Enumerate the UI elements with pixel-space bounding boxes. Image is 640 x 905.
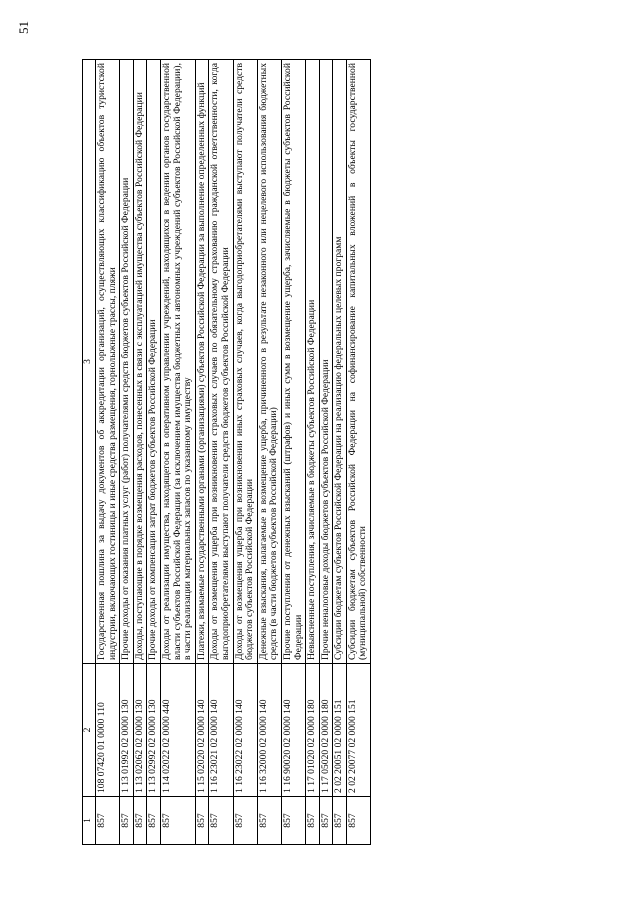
budget-code-cell: 1 16 23022 02 0000 140 [233, 664, 257, 797]
budget-code-cell: 1 15 02020 02 0000 140 [195, 664, 209, 797]
table-row [306, 60, 320, 845]
admin-code-cell: 857 [147, 797, 161, 845]
admin-code-cell: 857 [319, 797, 333, 845]
admin-code-cell: 857 [281, 797, 305, 845]
admin-code-cell: 857 [346, 797, 370, 845]
budget-code-cell: 1 14 02022 02 0000 440 [160, 664, 195, 797]
table-row [319, 60, 333, 845]
table-row [209, 60, 233, 845]
table-row [195, 60, 209, 845]
revenue-name-cell: Прочие доходы от оказания платных услуг (работ) получателями средств бюджетов субъектов Российской Федерации [120, 60, 134, 664]
column-header-3: 3 [83, 60, 96, 664]
revenue-name-cell: Денежные взыскания, налагаемые в возмещение ущерба, причиненного в результате незаконного или нецелевого использования бюджетных средств (в части бюджетов субъектов Российской Федерации) [257, 60, 281, 664]
revenue-name-cell: Доходы от реализации имущества, находящегося в оперативном управлении учреждений, находящихся в ведении органов государственной власти субъектов Российской Федерации (за исключением имущества бюджетных и автономных учреждений субъектов Российской Федерации), в части реализации материальных запасов по указанному имуществу [160, 60, 195, 664]
table-row [333, 60, 347, 845]
revenue-name-cell: Доходы от возмещения ущерба при возникновении страховых случаев по обязательному страхованию гражданской ответственности, когда выгодоприобретателями выступают получатели средств бюджетов субъектов Российской Федерации [209, 60, 233, 664]
admin-code-cell: 857 [306, 797, 320, 845]
admin-code-cell: 857 [333, 797, 347, 845]
table-row [346, 60, 370, 845]
revenue-name-cell: Невыясненные поступления, зачисляемые в бюджеты субъектов Российской Федерации [306, 60, 320, 664]
page-number: 51 [16, 21, 31, 35]
budget-code-cell: 1 13 02062 02 0000 130 [133, 664, 147, 797]
table-row [120, 60, 134, 845]
admin-code-cell: 857 [120, 797, 134, 845]
revenue-name-cell: Прочие неналоговые доходы бюджетов субъектов Российской Федерации [319, 60, 333, 664]
admin-code-cell: 857 [160, 797, 195, 845]
table-row [96, 60, 120, 845]
rotated-page-content [82, 60, 552, 845]
revenue-name-cell: Субсидии бюджетам субъектов Российской Федерации на софинансирование капитальных вложений в объекты государственной (муниципальной) собственности [346, 60, 370, 664]
budget-code-cell: 108 07420 01 0000 110 [96, 664, 120, 797]
budget-code-cell: 1 16 32000 02 0000 140 [257, 664, 281, 797]
admin-code-cell: 857 [133, 797, 147, 845]
table-row [160, 60, 195, 845]
budget-code-cell: 1 16 90020 02 0000 140 [281, 664, 305, 797]
table-row [147, 60, 161, 845]
table-row [233, 60, 257, 845]
revenue-name-cell: Государственная пошлина за выдачу документов об аккредитации организаций, осуществляющих классификацию объектов туристской индустрии, включающих гостиницы и иные средства размещения, горнолыжные трассы, пляжи [96, 60, 120, 664]
admin-code-cell: 857 [257, 797, 281, 845]
revenue-name-cell: Доходы от возмещения ущерба при возникновении иных страховых случаев, когда выгодоприобретателями выступают получатели средств бюджетов субъектов Российской Федерации [233, 60, 257, 664]
budget-code-cell: 2 02 20077 02 0000 151 [346, 664, 370, 797]
budget-code-cell: 1 17 05020 02 0000 180 [319, 664, 333, 797]
column-header-1: 1 [83, 797, 96, 845]
budget-code-cell: 2 02 20051 02 0000 151 [333, 664, 347, 797]
budget-code-cell: 1 13 01992 02 0000 130 [120, 664, 134, 797]
revenue-codes-table [82, 59, 371, 845]
admin-code-cell: 857 [209, 797, 233, 845]
admin-code-cell: 857 [96, 797, 120, 845]
revenue-name-cell: Субсидии бюджетам субъектов Российской Федерации на реализацию федеральных целевых программ [333, 60, 347, 664]
table-header-row [83, 60, 96, 845]
revenue-name-cell: Прочие доходы от компенсации затрат бюджетов субъектов Российской Федерации [147, 60, 161, 664]
table-row [257, 60, 281, 845]
revenue-name-cell: Платежи, взимаемые государственными органами (организациями) субъектов Российской Федерации за выполнение определенных функций [195, 60, 209, 664]
budget-code-cell: 1 13 02992 02 0000 130 [147, 664, 161, 797]
revenue-name-cell: Доходы, поступающие в порядке возмещения расходов, понесенных в связи с эксплуатацией имущества субъектов Российской Федерации [133, 60, 147, 664]
table-row [281, 60, 305, 845]
budget-code-cell: 1 16 23021 02 0000 140 [209, 664, 233, 797]
admin-code-cell: 857 [195, 797, 209, 845]
budget-code-cell: 1 17 01020 02 0000 180 [306, 664, 320, 797]
table-row [133, 60, 147, 845]
admin-code-cell: 857 [233, 797, 257, 845]
revenue-name-cell: Прочие поступления от денежных взысканий (штрафов) и иных сумм в возмещение ущерба, зачисляемые в бюджеты субъектов Российской Федерации [281, 60, 305, 664]
column-header-2: 2 [83, 664, 96, 797]
